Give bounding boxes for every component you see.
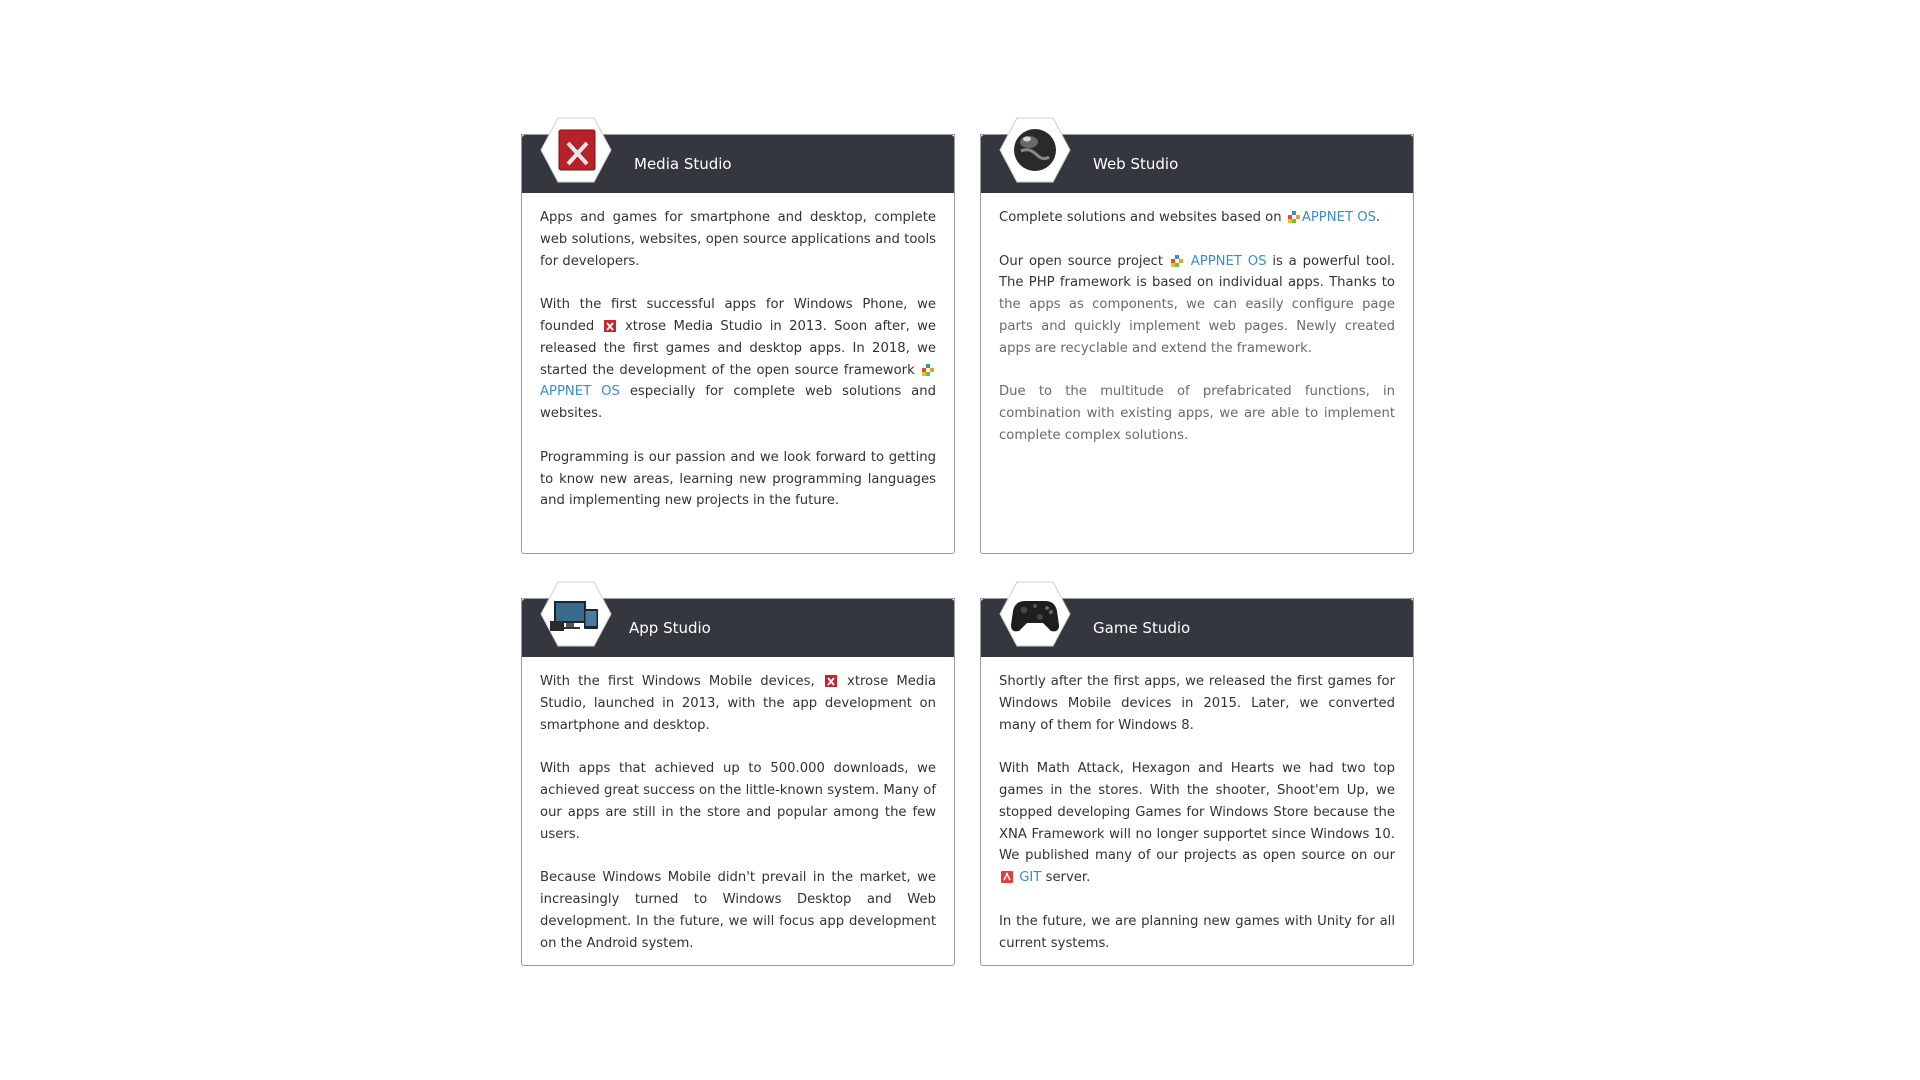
app-studio-header: [522, 599, 954, 657]
web-studio-header: [981, 135, 1413, 193]
paragraph: In the future, we are planning new games with Unity for all current systems.: [999, 913, 1395, 951]
paragraph: Complete solutions and websites based on APPNET OS.: [999, 210, 1381, 225]
gamepad-icon: [999, 581, 1071, 647]
game-studio-header: [981, 599, 1413, 657]
media-studio-header: [522, 135, 954, 193]
card-body: [981, 193, 1413, 447]
appnet-os-link[interactable]: APPNET OS: [540, 384, 620, 400]
studio-grid: [521, 134, 1414, 966]
appnet-logo-icon: [1288, 211, 1300, 223]
card-body: [981, 657, 1413, 954]
git-logo-icon: [1001, 871, 1013, 883]
appnet-logo-icon: [1171, 255, 1183, 267]
appnet-logo-icon: [922, 364, 934, 376]
game-studio-card: [980, 598, 1414, 966]
paragraph: Programming is our passion and we look forward to getting to know new areas, learning new programming languages and implementing new projects in the future.: [540, 449, 936, 509]
card-title: Web Studio: [1093, 155, 1179, 173]
git-link[interactable]: GIT: [1019, 870, 1042, 886]
paragraph: Because Windows Mobile didn't prevail in the market, we increasingly turned to Windows Desktop and Web development. In the future, we will focus app development on the Android system.: [540, 870, 936, 951]
paragraph: With Math Attack, Hexagon and Hearts we had two top games in the stores. With the shooter, Shoot'em Up, we stopped developing Games for Windows Store because the XNA Framework will no longer supportet since Windows 10. We published many of our projects as open source on our GIT server.: [999, 761, 1395, 886]
paragraph: Apps and games for smartphone and desktop, complete web solutions, websites, open source applications and tools for developers.: [540, 210, 936, 269]
xtrose-logo-icon: [540, 117, 612, 183]
web-studio-card: [980, 134, 1414, 554]
paragraph: Due to the multitude of prefabricated functions, in combination with existing apps, we are able to implement complete complex solutions.: [999, 384, 1395, 443]
media-studio-card: [521, 134, 955, 554]
card-title: Game Studio: [1093, 619, 1191, 637]
paragraph: With the first successful apps for Windows Phone, we founded xtrose Media Studio in 2013. Soon after, we released the first games and desktop apps. In 2018, we started the development of the open source framework APPNET OS especially for complete web solutions and websites.: [540, 297, 936, 422]
paragraph: Our open source project APPNET OS is a powerful tool. The PHP framework is based on individual apps. Thanks to the apps as components, we can easily configure page parts and quickly implement web pages. Newly created apps are recyclable and extend the framework.: [999, 253, 1395, 356]
paragraph: Shortly after the first apps, we released the first games for Windows Mobile devices in 2015. Later, we converted many of them for Windows 8.: [999, 674, 1395, 733]
card-body: [522, 193, 954, 512]
card-title: Media Studio: [634, 155, 732, 173]
appnet-os-link[interactable]: APPNET OS: [1301, 210, 1376, 225]
app-studio-card: [521, 598, 955, 966]
xtrose-mini-icon: [604, 320, 616, 332]
paragraph: With apps that achieved up to 500.000 downloads, we achieved great success on the little-known system. Many of our apps are still in the store and popular among the few users.: [540, 761, 936, 842]
globe-icon: [999, 117, 1071, 183]
paragraph: With the first Windows Mobile devices, xtrose Media Studio, launched in 2013, with the app development on smartphone and desktop.: [540, 674, 936, 733]
devices-icon: [540, 581, 612, 647]
appnet-os-link[interactable]: APPNET OS: [1190, 253, 1267, 269]
card-title: App Studio: [629, 619, 711, 637]
xtrose-mini-icon: [825, 675, 837, 687]
card-body: [522, 657, 954, 954]
